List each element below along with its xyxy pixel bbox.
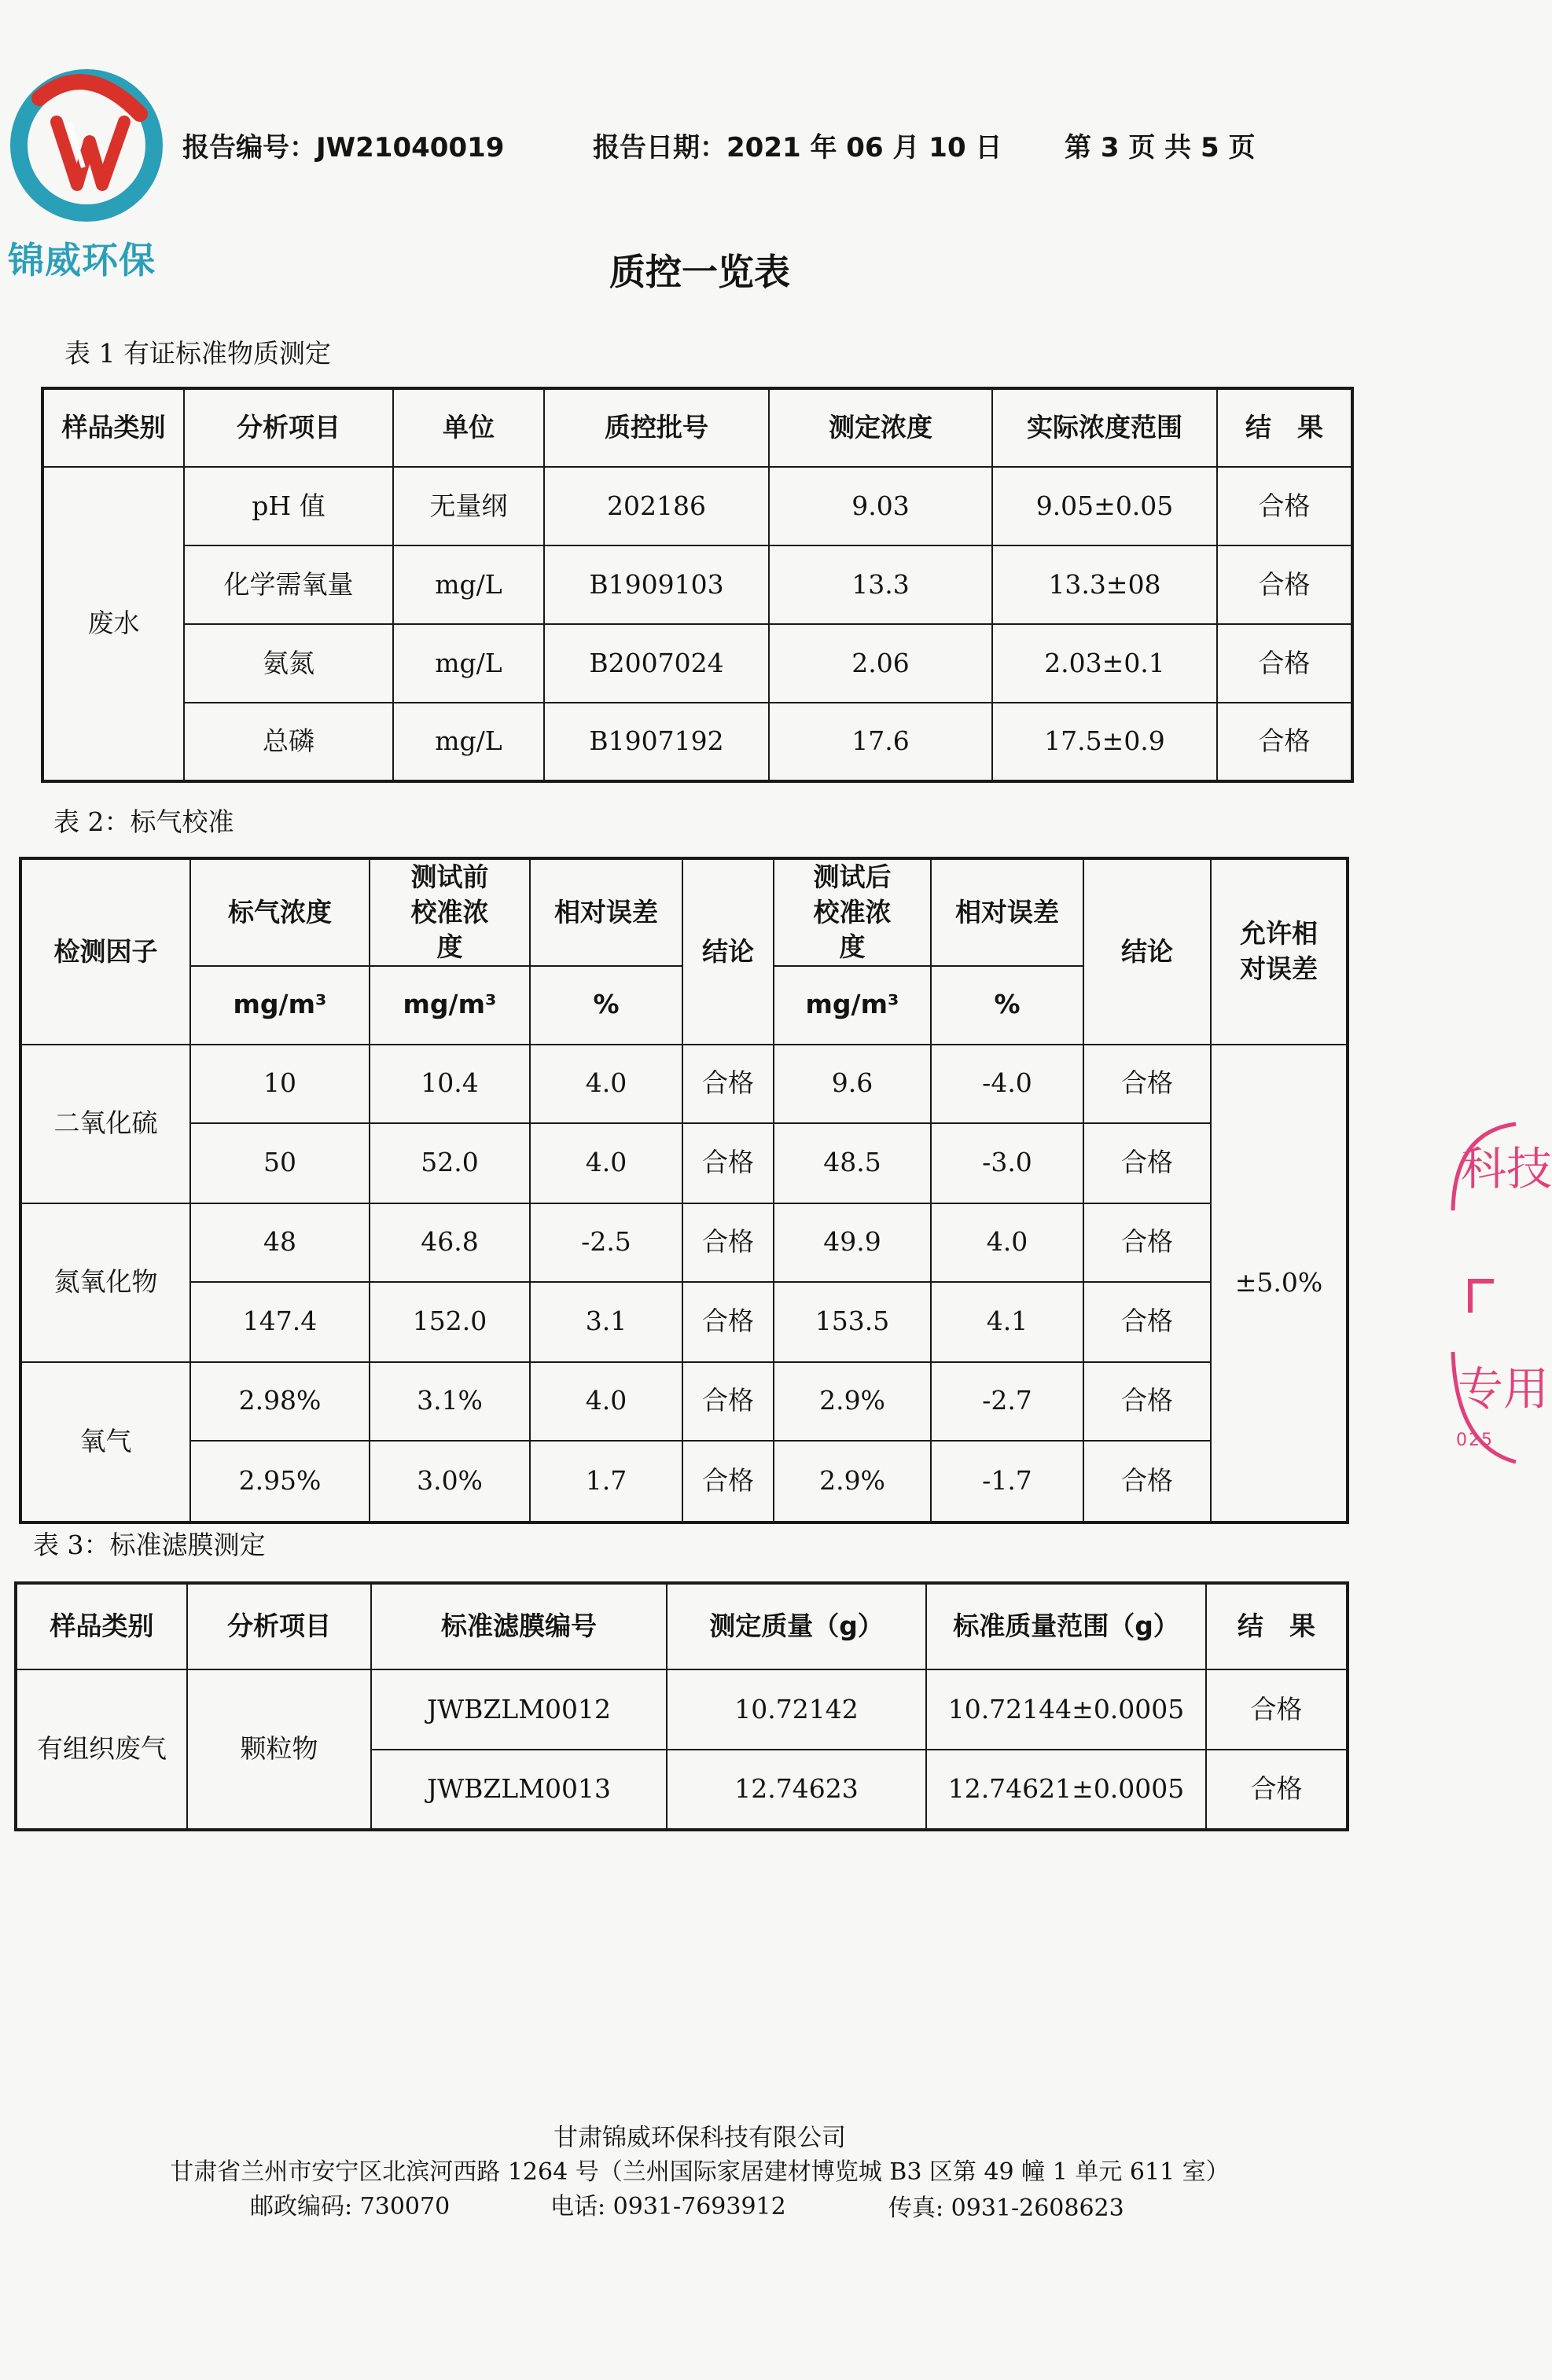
table-cell: 合格 — [682, 1045, 774, 1123]
table-cell: 152.0 — [370, 1282, 530, 1362]
official-seal-stamp — [1447, 1116, 1552, 1478]
table-row — [20, 1203, 1348, 1282]
table-cell: 4.0 — [530, 1362, 682, 1441]
table-cell: 合格 — [682, 1282, 774, 1362]
table-cell: 2.06 — [769, 624, 992, 703]
header-cell: 分析项目 — [184, 388, 393, 467]
table1-certified-reference — [41, 387, 1354, 783]
table-cell: 10.72144±0.0005 — [926, 1669, 1206, 1750]
table-cell: 无量纲 — [393, 467, 544, 545]
table-cell: 3.0% — [370, 1441, 530, 1522]
table-cell: 3.1% — [370, 1362, 530, 1441]
table-header-row — [20, 858, 1348, 966]
table-cell: 2.95% — [190, 1441, 370, 1522]
table-cell: 17.5±0.9 — [992, 703, 1217, 781]
table1-caption: 表 1 有证标准物质测定 — [64, 338, 331, 369]
allowed-error-cell: ±5.0% — [1211, 1045, 1348, 1522]
unit-cell: % — [931, 966, 1083, 1045]
table-cell: 合格 — [1217, 545, 1352, 624]
table-cell: 合格 — [1083, 1362, 1211, 1441]
table-cell: 合格 — [1217, 703, 1352, 781]
table-cell: B1907192 — [544, 703, 769, 781]
table-cell: 总磷 — [184, 703, 393, 781]
table-cell: -2.7 — [931, 1362, 1083, 1441]
page-title: 质控一览表 — [609, 251, 790, 293]
logo-mark-icon — [8, 67, 165, 232]
header-cell: 结论 — [682, 858, 774, 1045]
table3-caption: 表 3：标准滤膜测定 — [33, 1530, 266, 1560]
table-cell: 202186 — [544, 467, 769, 545]
unit-cell: % — [530, 966, 682, 1045]
factor-cell: 二氧化硫 — [20, 1045, 190, 1203]
header-cell: 标气浓度 — [190, 858, 370, 966]
table-cell: -3.0 — [931, 1123, 1083, 1203]
table-header-row — [16, 1583, 1348, 1669]
footer-phone: 电话: 0931-7693912 — [550, 2193, 786, 2220]
table-row — [42, 545, 1352, 624]
table-cell: 2.9% — [774, 1441, 931, 1522]
table-cell: 合格 — [682, 1441, 774, 1522]
table-cell: 4.0 — [530, 1045, 682, 1123]
table-row — [20, 1362, 1348, 1441]
table-cell: 12.74621±0.0005 — [926, 1750, 1206, 1830]
header-cell — [370, 858, 530, 966]
table-cell: 10.4 — [370, 1045, 530, 1123]
header-cell: 结 果 — [1217, 388, 1352, 467]
table-cell: B2007024 — [544, 624, 769, 703]
table-header-row — [42, 388, 1352, 467]
header-cell: 质控批号 — [544, 388, 769, 467]
table-cell: 合格 — [1206, 1669, 1348, 1750]
seal-text-num: 025 — [1456, 1431, 1494, 1450]
table-row — [42, 624, 1352, 703]
table-cell: 12.74623 — [667, 1750, 926, 1830]
header-text: 测试前校准浓度 — [410, 861, 489, 963]
table-cell: 50 — [190, 1123, 370, 1203]
table-cell: 3.1 — [530, 1282, 682, 1362]
header-text: 测试后校准浓度 — [813, 861, 892, 963]
header-cell — [774, 858, 931, 966]
table-cell: 4.1 — [931, 1282, 1083, 1362]
table-cell: 48.5 — [774, 1123, 931, 1203]
table-cell: pH 值 — [184, 467, 393, 545]
table-cell: -4.0 — [931, 1045, 1083, 1123]
table-cell: 合格 — [1083, 1045, 1211, 1123]
table-cell: 合格 — [1217, 467, 1352, 545]
report-number: 报告编号：JW21040019 — [182, 132, 505, 163]
factor-cell: 氧气 — [20, 1362, 190, 1522]
table-cell: 4.0 — [931, 1203, 1083, 1282]
table-cell: 合格 — [1217, 624, 1352, 703]
sample-category-cell: 废水 — [42, 467, 184, 781]
table-cell: 46.8 — [370, 1203, 530, 1282]
header-text: 允许相对误差 — [1240, 918, 1318, 984]
header-cell: 测定质量（g） — [667, 1583, 926, 1669]
table3-standard-filter — [14, 1581, 1349, 1831]
table-cell: 9.6 — [774, 1045, 931, 1123]
table-cell: 合格 — [682, 1362, 774, 1441]
table-cell: 合格 — [1083, 1203, 1211, 1282]
table-cell: 4.0 — [530, 1123, 682, 1203]
table-cell: 1.7 — [530, 1441, 682, 1522]
table-row — [20, 1441, 1348, 1522]
table-cell: 10 — [190, 1045, 370, 1123]
header-cell: 测定浓度 — [769, 388, 992, 467]
footer-company: 甘肃锦威环保科技有限公司 — [553, 2124, 846, 2152]
sample-category-cell: 有组织废气 — [16, 1669, 187, 1830]
table-row — [20, 1123, 1348, 1203]
table-cell: mg/L — [393, 545, 544, 624]
table2-standard-gas-calibration — [19, 857, 1349, 1524]
table-cell: 合格 — [1206, 1750, 1348, 1830]
table-cell: 48 — [190, 1203, 370, 1282]
table-cell: 合格 — [1083, 1282, 1211, 1362]
unit-cell: mg/m³ — [190, 966, 370, 1045]
seal-text-mid: 专用 — [1458, 1362, 1550, 1416]
analysis-item-cell: 颗粒物 — [187, 1669, 371, 1830]
header-cell: 样品类别 — [42, 388, 184, 467]
table-cell: 2.98% — [190, 1362, 370, 1441]
header-cell: 分析项目 — [187, 1583, 371, 1669]
table-cell: 合格 — [682, 1123, 774, 1203]
table-cell: 13.3±08 — [992, 545, 1217, 624]
table-row — [42, 467, 1352, 545]
header-cell — [1211, 858, 1348, 1045]
table-cell: 化学需氧量 — [184, 545, 393, 624]
table-cell: 2.9% — [774, 1362, 931, 1441]
logo-text: 锦威环保 — [8, 239, 156, 281]
table-cell: 153.5 — [774, 1282, 931, 1362]
table-cell: 合格 — [682, 1203, 774, 1282]
table-cell: 52.0 — [370, 1123, 530, 1203]
table-cell: 合格 — [1083, 1441, 1211, 1522]
table-cell: 13.3 — [769, 545, 992, 624]
table-row — [20, 1282, 1348, 1362]
header-cell: 样品类别 — [16, 1583, 187, 1669]
header-cell: 标准质量范围（g） — [926, 1583, 1206, 1669]
table-row — [42, 703, 1352, 781]
report-date: 报告日期：2021 年 06 月 10 日 — [593, 132, 1002, 163]
unit-cell: mg/m³ — [370, 966, 530, 1045]
table-cell: 17.6 — [769, 703, 992, 781]
table-cell: 2.03±0.1 — [992, 624, 1217, 703]
table-cell: JWBZLM0013 — [371, 1750, 667, 1830]
footer-address: 甘肃省兰州市安宁区北滨河西路 1264 号（兰州国际家居建材博览城 B3 区第 49 幢 1 单元 611 室） — [170, 2158, 1230, 2186]
header-cell: 单位 — [393, 388, 544, 467]
header-cell: 结 果 — [1206, 1583, 1348, 1669]
table2-caption: 表 2：标气校准 — [53, 806, 234, 837]
table-cell: 9.03 — [769, 467, 992, 545]
table-cell: 49.9 — [774, 1203, 931, 1282]
header-cell: 检测因子 — [20, 858, 190, 1045]
table-row — [16, 1669, 1348, 1750]
table-cell: mg/L — [393, 703, 544, 781]
header-cell: 实际浓度范围 — [992, 388, 1217, 467]
footer-postcode: 邮政编码: 730070 — [250, 2193, 451, 2220]
table-cell: 147.4 — [190, 1282, 370, 1362]
table-cell: -1.7 — [931, 1441, 1083, 1522]
table-row — [20, 1045, 1348, 1123]
seal-text-top: 科技 — [1461, 1142, 1552, 1196]
header-cell: 结论 — [1083, 858, 1211, 1045]
header-cell: 相对误差 — [530, 858, 682, 966]
factor-cell: 氮氧化物 — [20, 1203, 190, 1362]
table-cell: mg/L — [393, 624, 544, 703]
page-info: 第 3 页 共 5 页 — [1065, 132, 1256, 163]
table-cell: 9.05±0.05 — [992, 467, 1217, 545]
header-cell: 相对误差 — [931, 858, 1083, 966]
footer-fax: 传真: 0931-2608623 — [888, 2195, 1124, 2222]
table-cell: 氨氮 — [184, 624, 393, 703]
table-cell: JWBZLM0012 — [371, 1669, 667, 1750]
table-cell: 合格 — [1083, 1123, 1211, 1203]
unit-cell: mg/m³ — [774, 966, 931, 1045]
table-cell: 10.72142 — [667, 1669, 926, 1750]
table-cell: -2.5 — [530, 1203, 682, 1282]
header-cell: 标准滤膜编号 — [371, 1583, 667, 1669]
table-cell: B1909103 — [544, 545, 769, 624]
